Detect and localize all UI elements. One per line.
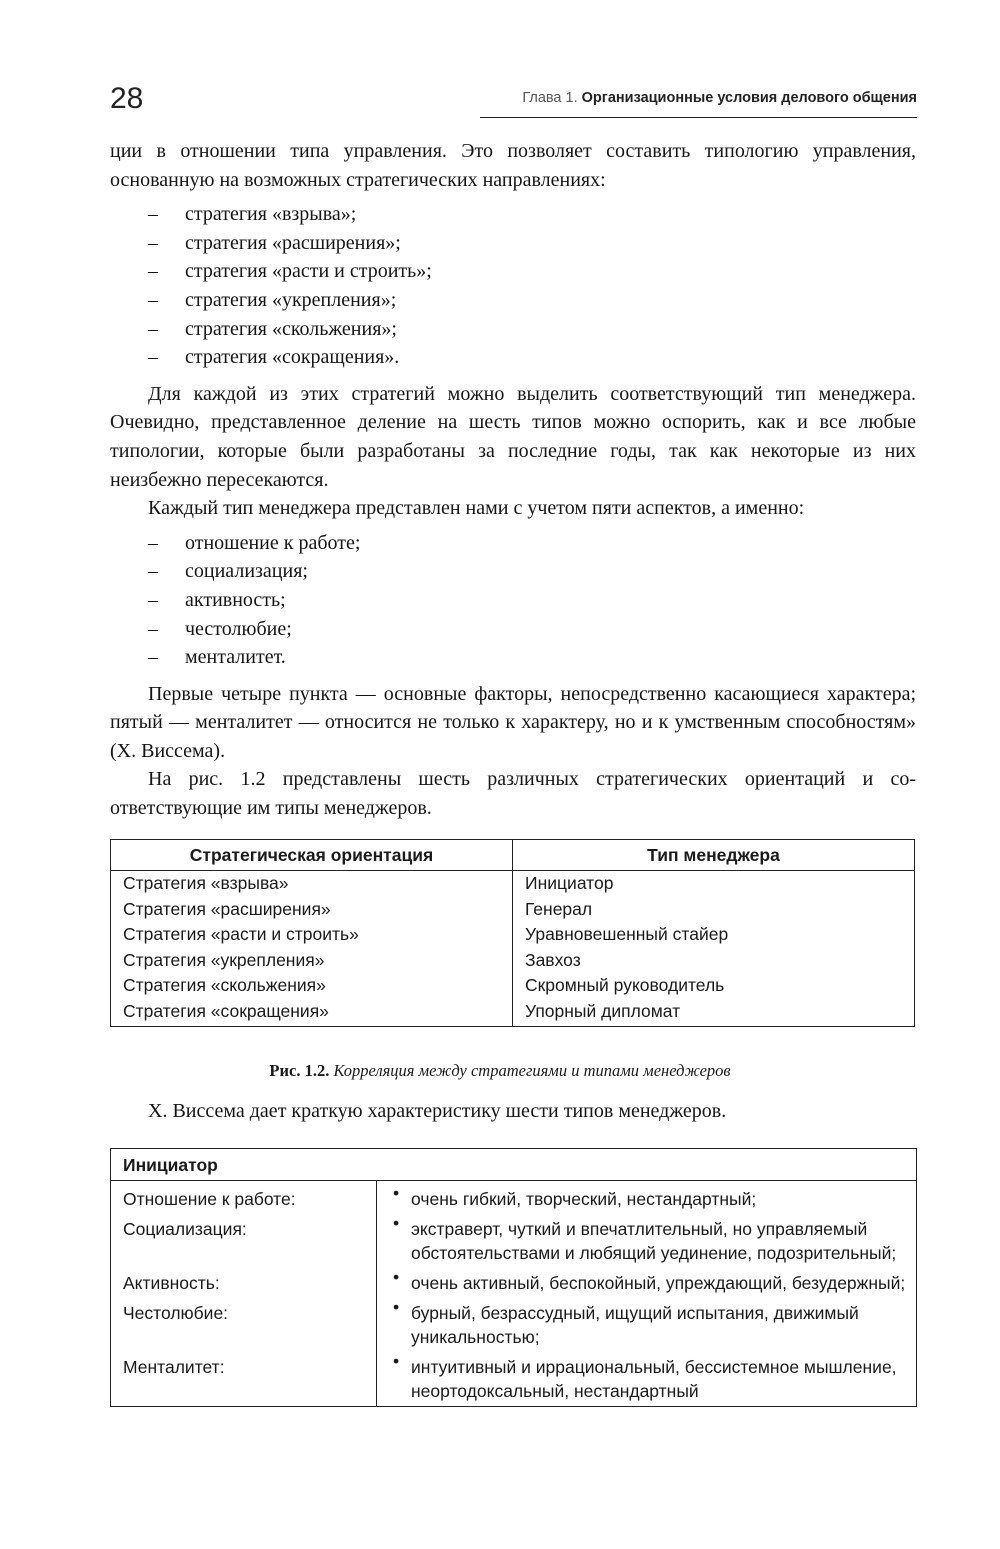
- description-text: очень активный, беспокойный, упреждающий, безудержный;: [411, 1273, 906, 1293]
- description-text: очень гибкий, творческий, нестандартный;: [411, 1189, 757, 1209]
- table-title: Инициатор: [111, 1149, 917, 1181]
- figure-label: Рис. 1.2.: [269, 1061, 330, 1080]
- figure-caption-text: Корреляция между стратегиями и типами менеджеров: [333, 1061, 731, 1080]
- table-row: [111, 973, 915, 999]
- table-row: [111, 1265, 917, 1295]
- aspect-label: Социализация:: [111, 1211, 377, 1265]
- table-cell: Стратегия «сокращения»: [111, 999, 513, 1027]
- chapter-label: Глава 1: [522, 90, 574, 106]
- table-row: [111, 897, 915, 923]
- body-text: [110, 137, 916, 823]
- aspect-label: Активность:: [111, 1265, 377, 1295]
- table-cell: Генерал: [513, 897, 915, 923]
- aspect-label: Менталитет:: [111, 1349, 377, 1407]
- paragraph: Первые четыре пункта — основные факторы, непосредственно касающиеся характера; пятый — менталитет — относится не только к характеру, но и к умственным способностям» (Х. Виссема).: [110, 682, 916, 762]
- table-row: [111, 1211, 917, 1265]
- correlation-table: [110, 839, 915, 1027]
- chapter-title: Организационные условия делового общения: [581, 90, 917, 106]
- table-cell: Стратегия «взрыва»: [111, 871, 513, 897]
- page-number: 28: [110, 82, 144, 115]
- list-item: – стратегия «сокращения».: [110, 343, 916, 372]
- paragraph: ции в отношении типа управления. Это позволяет составить типологию управления, основанную на возможных стратегических направлениях:: [110, 140, 916, 191]
- figure-caption: [0, 1061, 1000, 1081]
- table-row: [111, 948, 915, 974]
- aspect-description: [377, 1181, 917, 1212]
- list-item: – стратегия «расти и строить»;: [110, 257, 916, 286]
- initiator-table: [110, 1148, 917, 1407]
- aspect-description: [377, 1349, 917, 1407]
- table-row: [111, 922, 915, 948]
- table-cell: Стратегия «расти и строить»: [111, 922, 513, 948]
- table-cell: Стратегия «расширения»: [111, 897, 513, 923]
- column-header: Стратегическая ориентация: [111, 840, 513, 871]
- header-rule: [480, 117, 917, 118]
- bullet-icon: •: [393, 1297, 400, 1317]
- running-head: [522, 90, 917, 106]
- list-item: – стратегия «взрыва»;: [110, 200, 916, 229]
- list-item: – стратегия «расширения»;: [110, 229, 916, 258]
- column-header: Тип менеджера: [513, 840, 915, 871]
- table-cell: Стратегия «скольжения»: [111, 973, 513, 999]
- list-item: – менталитет.: [110, 643, 916, 672]
- list-item: – стратегия «скольжения»;: [110, 315, 916, 344]
- table-row: [111, 999, 915, 1027]
- description-text: бурный, безрассудный, ищущий испытания, движимый уникальностью;: [411, 1303, 859, 1347]
- paragraph: Каждый тип менеджера представлен нами с учетом пяти аспектов, а именно:: [148, 497, 805, 520]
- list-item: – социализация;: [110, 557, 916, 586]
- paragraph: Х. Виссема дает краткую характеристику шести типов менеджеров.: [148, 1100, 727, 1122]
- list-item: – активность;: [110, 586, 916, 615]
- table-row: [111, 1295, 917, 1349]
- table-header-row: [111, 1149, 917, 1181]
- table-cell: Завхоз: [513, 948, 915, 974]
- table-row: [111, 1181, 917, 1212]
- table-cell: Уравновешенный стайер: [513, 922, 915, 948]
- bullet-icon: •: [393, 1351, 400, 1371]
- table-cell: Скромный руководитель: [513, 973, 915, 999]
- aspect-label: Отношение к работе:: [111, 1181, 377, 1212]
- list-item: – честолюбие;: [110, 615, 916, 644]
- paragraph: Для каждой из этих стратегий можно выделить соответствующий тип менеджера. Очевидно, представленное деление на шесть типов можно оспорить, как и все любые типологии, которые были разработаны за последние годы, так как некоторые из них неизбежно пересекаются.: [110, 382, 916, 491]
- table-cell: Упорный дипломат: [513, 999, 915, 1027]
- aspect-description: [377, 1211, 917, 1265]
- chapter-separator: .: [573, 90, 578, 106]
- list-item: – стратегия «укрепления»;: [110, 286, 916, 315]
- table-cell: Инициатор: [513, 871, 915, 897]
- table-cell: Стратегия «укрепления»: [111, 948, 513, 974]
- description-text: экстраверт, чуткий и впечатлительный, но управляемый обстоятельствами и любящий уединение, подозрительный;: [411, 1219, 897, 1263]
- aspect-label: Честолюбие:: [111, 1295, 377, 1349]
- table-row: [111, 1349, 917, 1407]
- bullet-icon: •: [393, 1183, 400, 1203]
- aspect-description: [377, 1295, 917, 1349]
- description-text: интуитивный и иррациональный, бессистемное мышление, неортодоксальный, нестандартный: [411, 1357, 897, 1401]
- bullet-icon: •: [393, 1213, 400, 1233]
- table-header-row: [111, 840, 915, 871]
- list-item: – отношение к работе;: [110, 529, 916, 558]
- aspects-list: [110, 529, 916, 672]
- aspect-description: [377, 1265, 917, 1295]
- bullet-icon: •: [393, 1267, 400, 1287]
- table-row: [111, 871, 915, 897]
- paragraph: На рис. 1.2 представлены шесть различных стратегических ориентаций и соответствующие им типы менеджеров.: [110, 768, 916, 820]
- strategies-list: [110, 200, 916, 372]
